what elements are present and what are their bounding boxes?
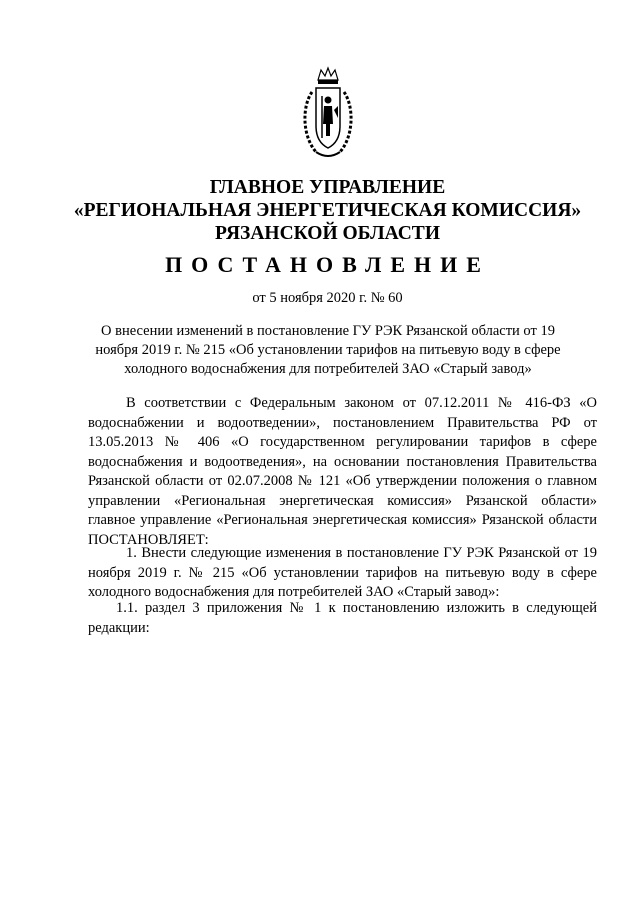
coat-of-arms-icon: [298, 66, 358, 166]
authority-name-line1: ГЛАВНОЕ УПРАВЛЕНИЕ: [209, 177, 446, 198]
authority-name-line3: РЯЗАНСКОЙ ОБЛАСТИ: [215, 223, 440, 244]
document-date-number: от 5 ноября 2020 г. № 60: [252, 290, 403, 306]
document-type: ПОСТАНОВЛЕНИЕ: [165, 252, 490, 277]
preamble-paragraph: В соответствии с Федеральным законом от 07.12.2011 № 416-ФЗ «О водоснабжении и водоотведении», постановлением Правительства РФ от 13.05.2013 № 406 «О государственном регулировании тарифов в сфере водоснабжения и водоотведения», на основании постановления Правительства Рязанской области от 02.07.2008 № 121 «Об утверждении положения о главном управлении «Региональная энергетическая комиссия» Рязанской области» главное управление «Региональная энергетическая комиссия» Рязанской области ПОСТАНОВЛЯЕТ:: [88, 395, 597, 548]
authority-name-line2: «РЕГИОНАЛЬНАЯ ЭНЕРГЕТИЧЕСКАЯ КОМИССИЯ»: [73, 200, 582, 221]
item-1-1-paragraph: 1.1. раздел 3 приложения № 1 к постановлению изложить в следующей редакции:: [88, 600, 597, 636]
item-1-paragraph: 1. Внести следующие изменения в постановление ГУ РЭК Рязанской от 19 ноября 2019 г. № 215 «Об установлении тарифов на питьевую воду в сфере холодного водоснабжения для потребителей ЗАО «Старый завод»:: [88, 545, 597, 600]
document-subject: О внесении изменений в постановление ГУ РЭК Рязанской области от 19 ноября 2019 г. № 215 «Об установлении тарифов на питьевую воду в сфере холодного водоснабжения для потребителей ЗАО «Старый завод»: [95, 323, 561, 377]
